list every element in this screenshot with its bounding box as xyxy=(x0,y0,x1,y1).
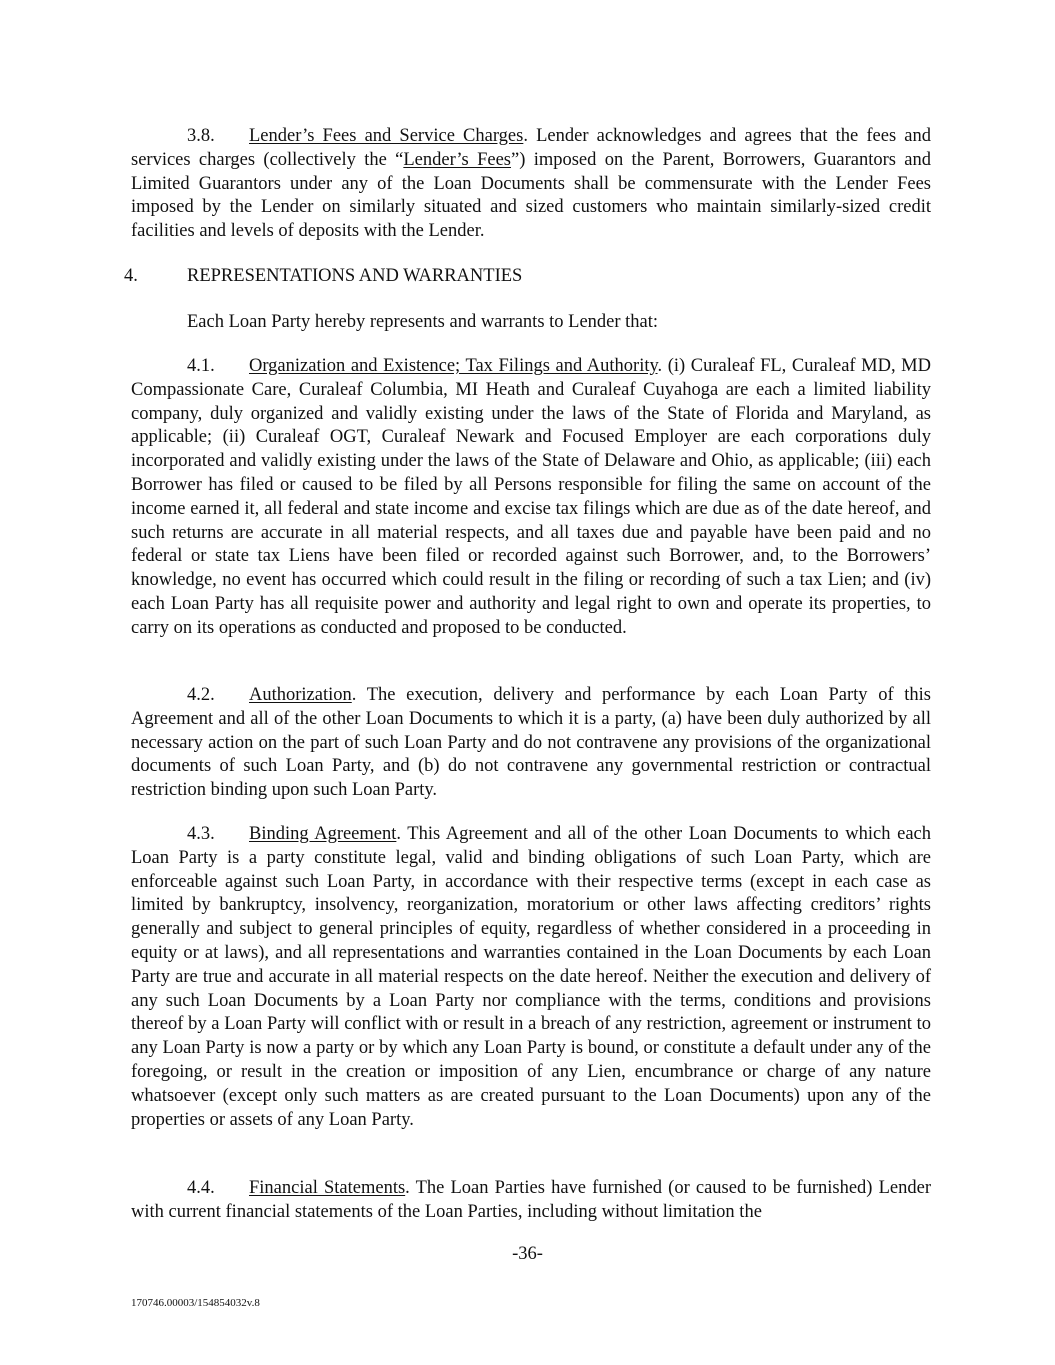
heading-4 xyxy=(124,265,931,289)
section-text: . The execution, delivery and performance by each Loan Party of this Agreement and all of the other Loan Documents to which it is a party, (a) have been duly authorized by all necessary action on the part of such Loan Party and do not contravene any provisions of the organizational documents of such Loan Party, and (b) do not contravene any governmental restriction or contractual restriction binding upon such Loan Party. xyxy=(131,685,931,801)
section-text: ”) imposed on the Parent, Borrowers, Guarantors and Limited Guarantors under any of the Loan Documents shall be commensurate with the Lender Fees imposed by the Lender on similarly situated and sized customers who maintain similarly-sized credit facilities and levels of deposits with the Lender. xyxy=(131,149,931,242)
section-number: 4.4. xyxy=(187,1178,215,1198)
section-paragraph xyxy=(131,684,931,803)
section-3-8 xyxy=(131,125,931,244)
section-title: Lender’s Fees and Service Charges xyxy=(249,126,524,146)
page-number: -36- xyxy=(512,1244,543,1264)
section-text: . (i) Curaleaf FL, Curaleaf MD, MD Compassionate Care, Curaleaf Columbia, MI Heath and Curaleaf Cuyahoga are each a limited liability company, duly organized and validly existing under the laws of the State of Florida and Maryland, as applicable; (ii) Curaleaf OGT, Curaleaf Newark and Focused Employer are each corporations duly incorporated and validly existing under the laws of the State of Delaware and Ohio, as applicable; (iii) each Borrower has filed or caused to be filed by all Persons responsible for filing the same on account of the income earned it, all federal and state income and excise tax filings which are due as of the date hereof, and such returns are accurate in all material respects, and all taxes due and payable have been paid and no federal or state tax Liens have been filed or recorded against such Borrower, and, to the Borrowers’ knowledge, no event has occurred which could result in the filing or recording of such a tax Lien; and (iv) each Loan Party has all requisite power and authority and legal right to own and operate its properties, to carry on its operations as conducted and proposed to be conducted. xyxy=(131,356,931,638)
heading-title: REPRESENTATIONS AND WARRANTIES xyxy=(187,266,523,286)
intro-text: Each Loan Party hereby represents and warrants to Lender that: xyxy=(187,312,659,332)
section-title: Organization and Existence; Tax Filings and Authority xyxy=(249,356,658,376)
section-paragraph xyxy=(131,823,931,1132)
section-number: 4.2. xyxy=(187,685,215,705)
section-title: Binding Agreement xyxy=(249,824,397,844)
document-id: 170746.00003/154854032v.8 xyxy=(131,1297,260,1309)
section-title: Authorization xyxy=(249,685,352,705)
section-text: . This Agreement and all of the other Loan Documents to which each Loan Party is a party constitute legal, valid and binding obligations of such Loan Party, which are enforceable against such Loan Party, in accordance with their respective terms (except in each case as limited by bankruptcy, insolvency, reorganization, moratorium or other laws affecting creditors’ rights generally and subject to general principles of equity, regardless of whether considered in a proceeding in equity or at laws), and all representations and warranties contained in the Loan Documents by each Loan Party are true and accurate in all material respects on the date hereof. Neither the execution and delivery of any such Loan Documents by a Loan Party nor compliance with the terms, conditions and provisions thereof by a Loan Party will conflict with or result in a breach of any restriction, agreement or instrument to any Loan Party is now a party or by which any Loan Party is bound, or constitute a default under any of the foregoing, or result in the creation or imposition of any Lien, encumbrance or charge of any nature whatsoever (except only such matters as are created pursuant to the Loan Documents) upon any of the properties or assets of any Loan Party. xyxy=(131,824,931,1130)
section-number: 4.3. xyxy=(187,824,215,844)
section-paragraph xyxy=(131,1177,931,1225)
section-4-1 xyxy=(131,355,931,641)
section-text: . Lender acknowledges and agrees that the fees and services charges (collectively the “ xyxy=(131,126,932,170)
defined-term: Lender’s Fees xyxy=(403,149,511,170)
intro-4 xyxy=(131,311,931,335)
section-text: . The Loan Parties have furnished (or caused to be furnished) Lender with current financial statements of the Loan Parties, including without limitation the xyxy=(131,1178,931,1222)
section-4-4 xyxy=(131,1177,931,1225)
section-paragraph xyxy=(131,125,931,244)
section-number: 4.1. xyxy=(187,356,215,376)
section-number: 3.8. xyxy=(187,126,215,146)
section-title: Financial Statements xyxy=(249,1178,406,1198)
section-4-3 xyxy=(131,823,931,1132)
section-paragraph xyxy=(131,355,931,641)
section-heading xyxy=(124,265,931,289)
heading-number: 4. xyxy=(124,266,138,286)
section-4-2 xyxy=(131,684,931,803)
